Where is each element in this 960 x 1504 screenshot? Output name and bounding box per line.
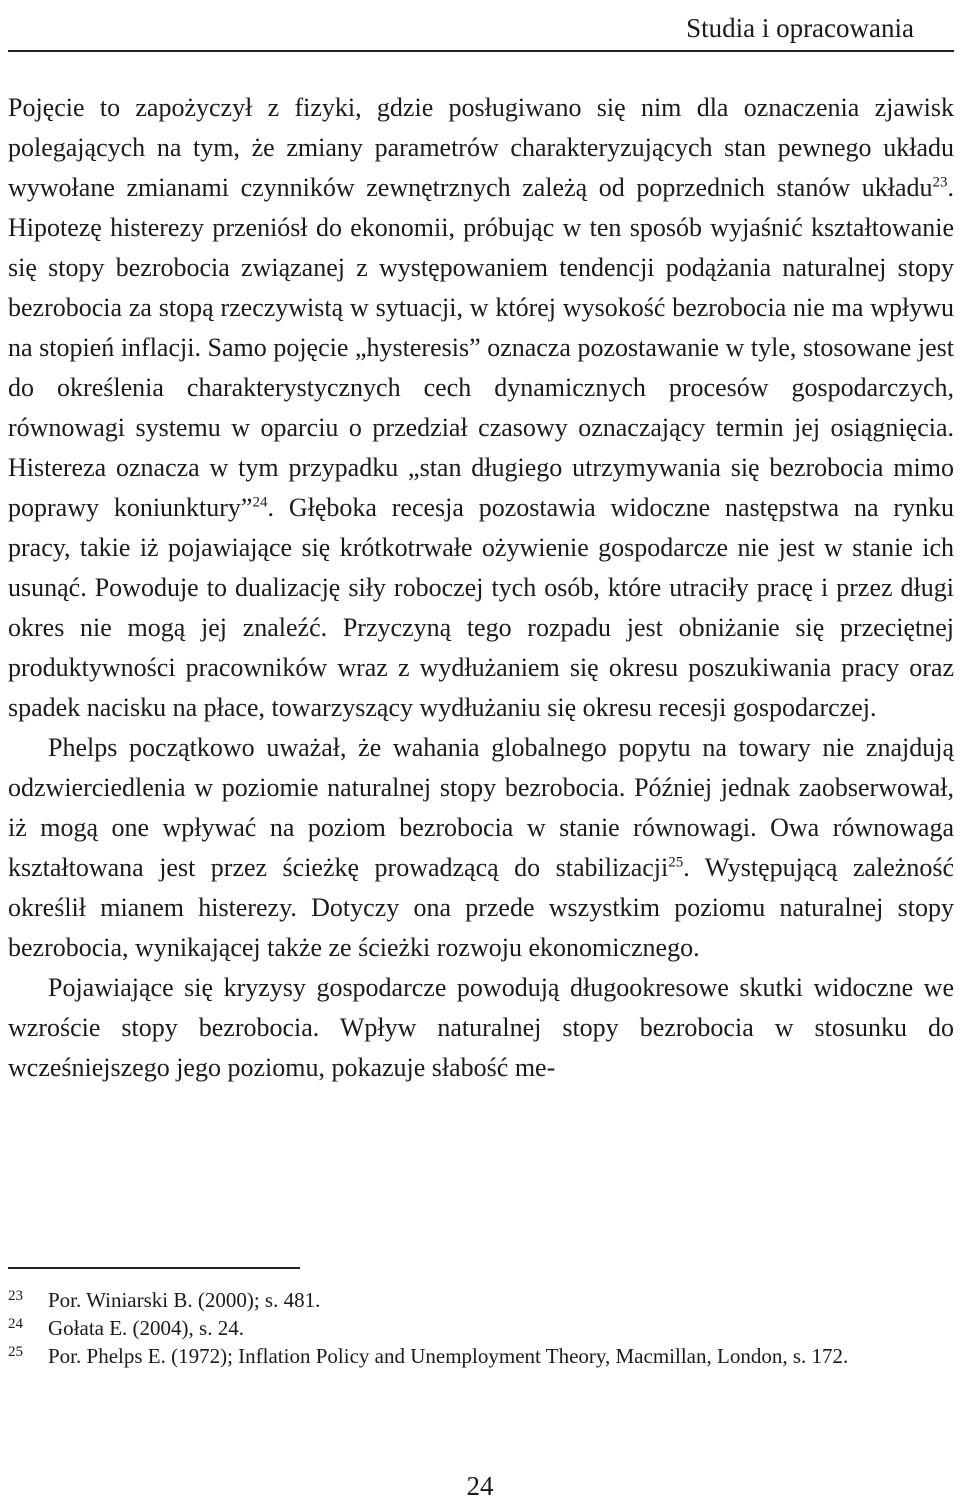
footnote-text: Gołata E. (2004), s. 24. [48,1316,244,1340]
footnote-ref[interactable]: 24 [252,494,268,511]
footnote-text: Por. Phelps E. (1972); Inflation Policy and Unemployment Theory, Macmillan, London, s. 172. [48,1344,849,1368]
footnote [8,1286,954,1314]
text-run: . Hipotezę histerezy przeniósł do ekonomii, próbując w ten sposób wyjaśnić kształtowanie się stopy bezrobocia związanej z występowaniem tendencji podążania naturalnej stopy bezrobocia za stopą rzeczywistą w sytuacji, w której wysokość bezrobocia nie ma wpływu na stopień inflacji. Samo pojęcie „hysteresis” oznacza pozostawanie w tyle, stosowane jest do określenia charakterystycznych cech dynamicznych procesów gospodarczych, równowagi systemu w oparciu o przedział czasowy oznaczający termin jej osiągnięcia. Histereza oznacza w tym przypadku „stan długiego utrzymywania się bezrobocia mimo poprawy koniunktury” [8,173,954,522]
paragraph [8,968,954,1088]
footnote [8,1314,954,1342]
footnote-ref[interactable]: 25 [668,854,684,871]
footnote [8,1342,954,1370]
page-number: 24 [466,1471,494,1501]
text-run: Phelps początkowo uważał, że wahania globalnego popytu na towary nie znajdują odzwierciedlenia w poziomie naturalnej stopy bezrobocia. Później jednak zaobserwował, iż mogą one wpływać na poziom bezrobocia w stanie równowagi. Owa równowaga kształtowana jest przez ścieżkę prowadzącą do stabilizacji [8,733,954,882]
text-run: Pojawiające się kryzysy gospodarcze powodują długookresowe skutki widoczne we wzroście stopy bezrobocia. Wpływ naturalnej stopy bezrobocia w stosunku do wcześniejszego jego poziomu, pokazuje słabość me- [8,973,954,1082]
footnote-separator [8,1267,300,1269]
text-run: . Występującą zależność określił mianem histerezy. Dotyczy ona przede wszystkim poziomu naturalnej stopy bezrobocia, wynikającej także ze ścieżki rozwoju ekonomicznego. [8,853,954,962]
main-text [8,88,954,1088]
paragraph [8,728,954,968]
text-run: Pojęcie to zapożyczył z fizyki, gdzie posługiwano się nim dla oznaczenia zjawisk polegających na tym, że zmiany parametrów charakteryzujących stan pewnego układu wywołane zmianami czynników zewnętrznych zależą od poprzednich stanów układu [8,93,954,202]
running-header [8,0,954,52]
footnote-number: 25 [8,1344,23,1360]
footnote-ref[interactable]: 23 [932,174,948,191]
paragraph [8,88,954,728]
footnote-text: Por. Winiarski B. (2000); s. 481. [48,1288,321,1312]
footnote-number: 24 [8,1316,23,1332]
text-run: . Głęboka recesja pozostawia widoczne następstwa na rynku pracy, takie iż pojawiające się krótkotrwałe ożywienie gospodarcze nie jest w stanie ich usunąć. Powoduje to dualizację siły roboczej tych osób, które utraciły pracę i przez długi okres nie mogą jej znaleźć. Przyczyną tego rozpadu jest obniżanie się przeciętnej produktywności pracowników wraz z wydłużaniem się okresu poszukiwania pracy oraz spadek nacisku na płace, towarzyszący wydłużaniu się okresu recesji gospodarczej. [8,493,954,722]
footnotes [8,1286,954,1370]
running-header-title: Studia i opracowania [686,13,914,43]
footnote-number: 23 [8,1288,23,1304]
